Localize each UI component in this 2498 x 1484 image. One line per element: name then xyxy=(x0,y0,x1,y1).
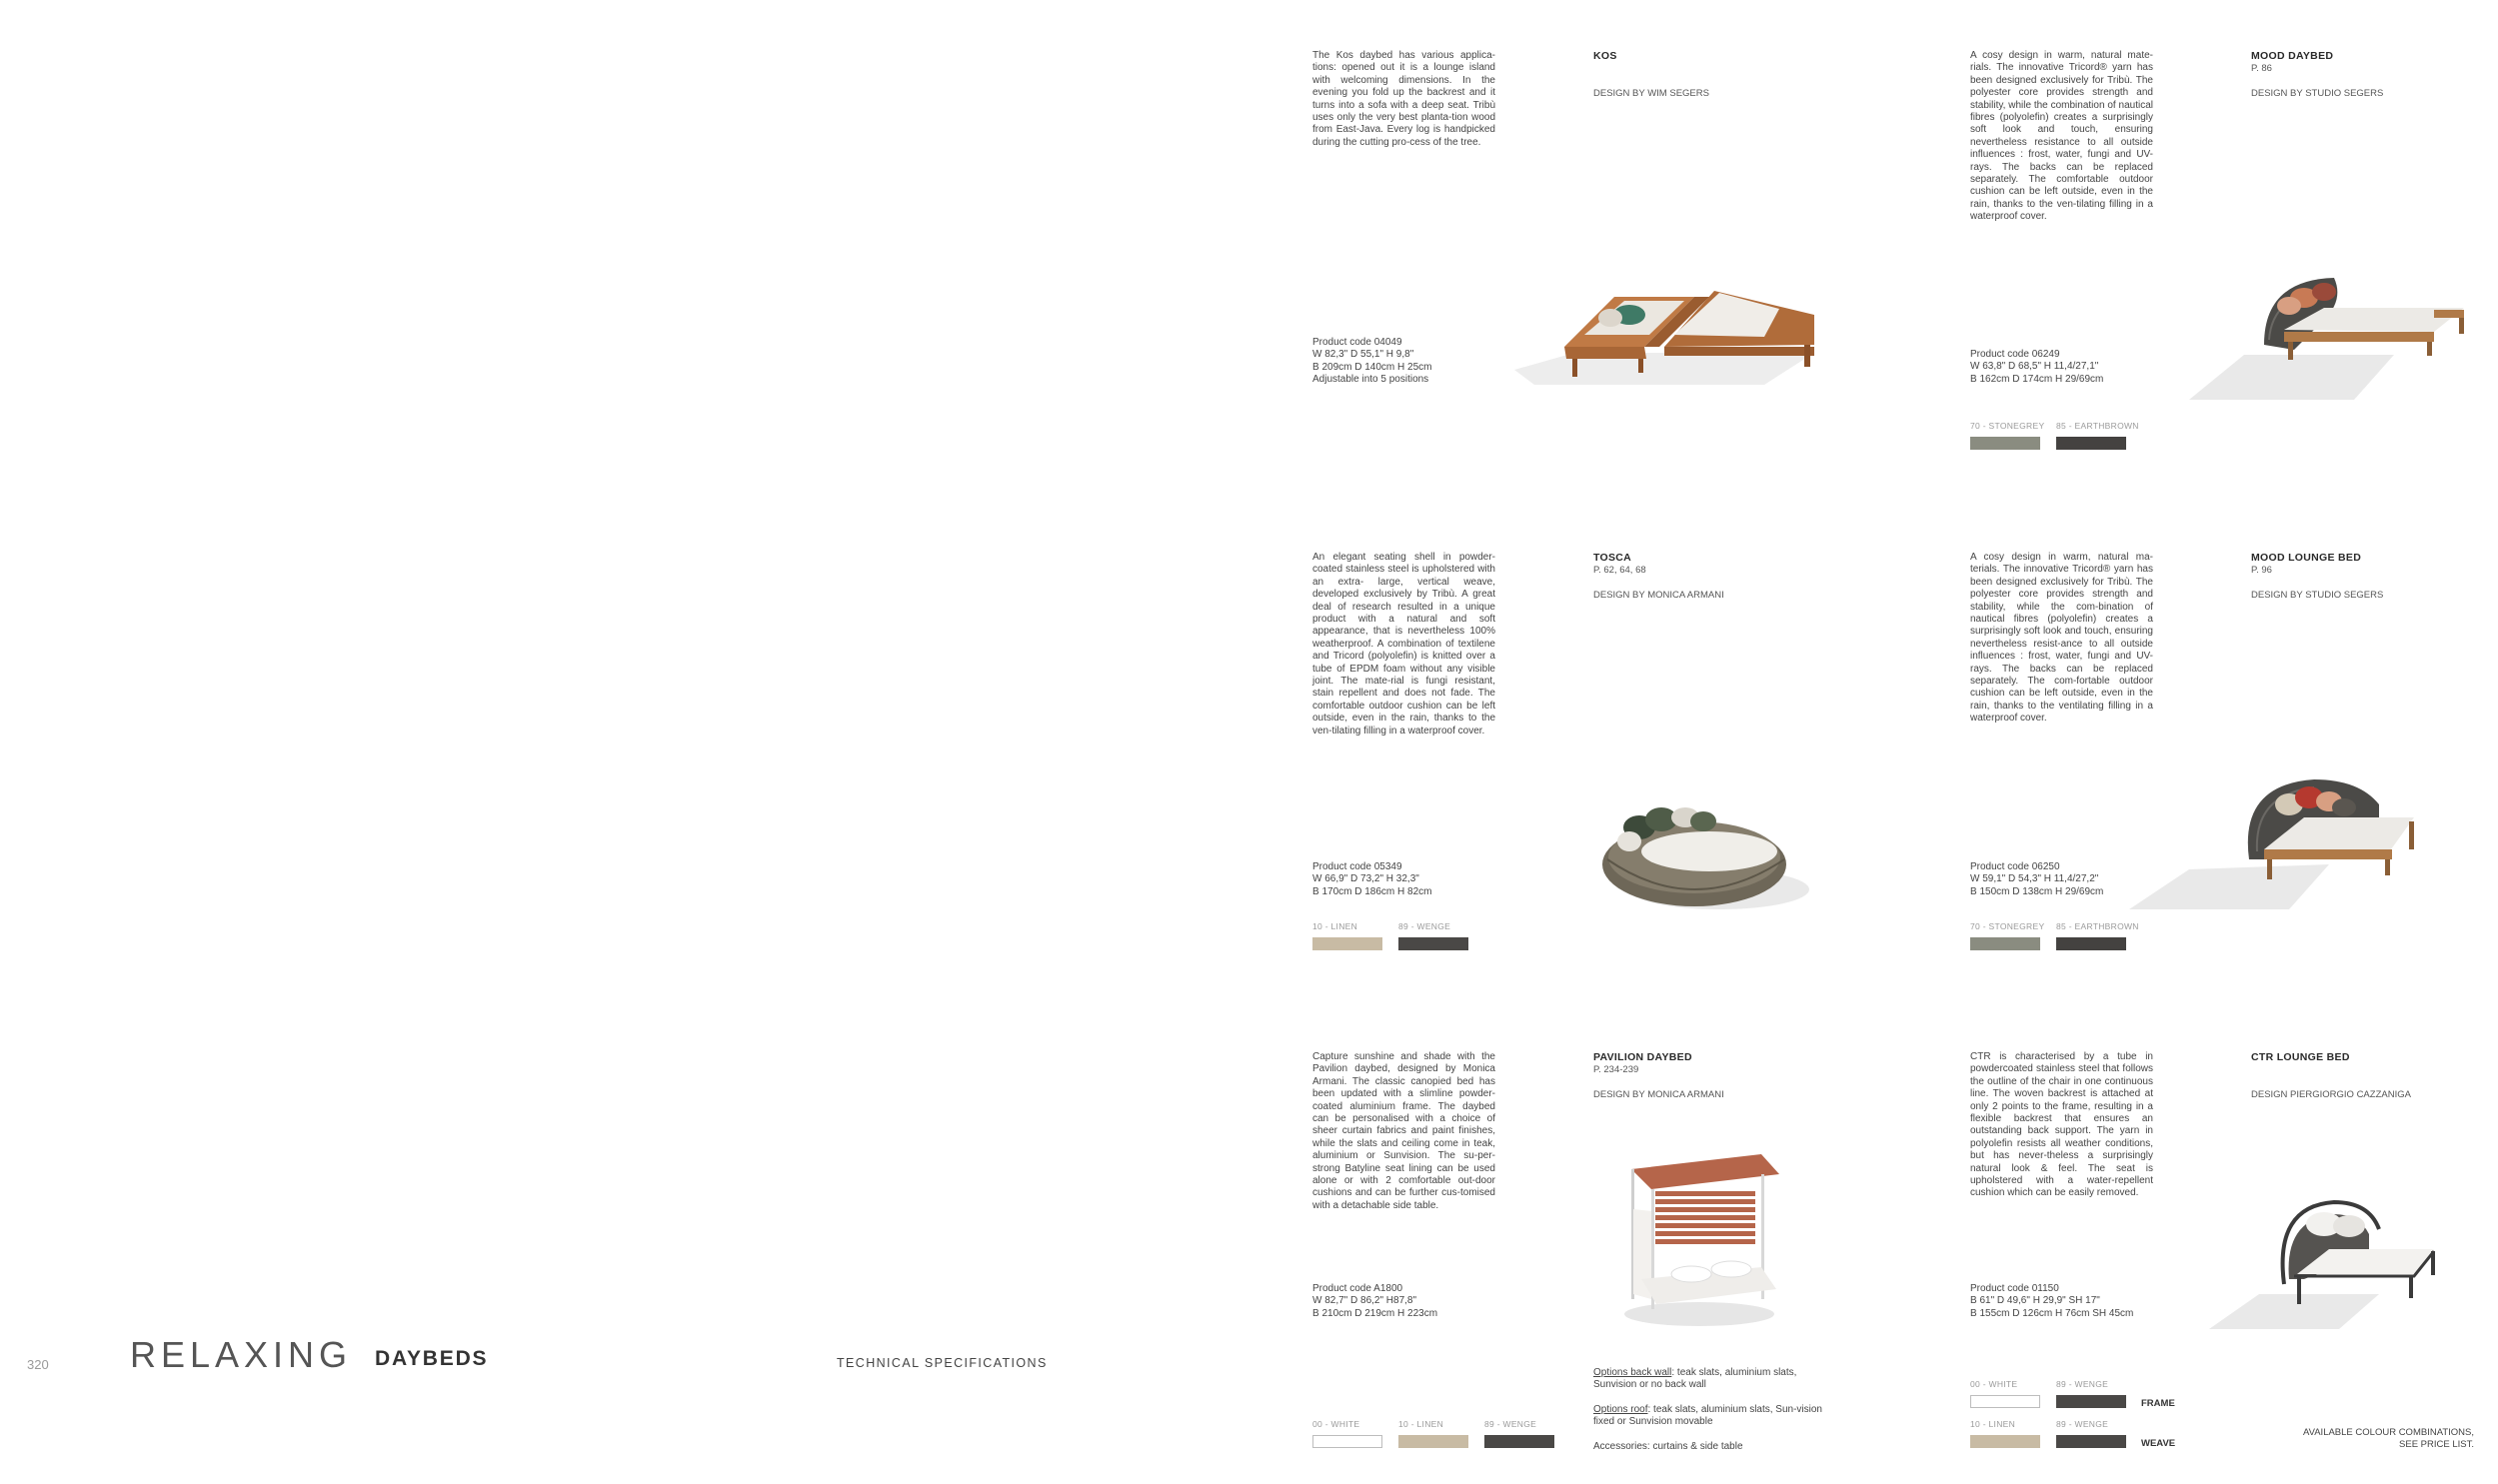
swatch-earthbrown xyxy=(2056,437,2126,450)
swatch-linen xyxy=(1312,937,1382,950)
mood-lounge-bed-image xyxy=(2129,759,2429,914)
page-number: 320 xyxy=(27,1357,49,1372)
tosca-title: TOSCA xyxy=(1593,552,1632,564)
kos-designer: DESIGN BY WIM SEGERS xyxy=(1593,88,1709,99)
options-roof-label: Options roof xyxy=(1593,1403,1648,1415)
ctr-dimensions-cm: B 155cm D 126cm H 76cm SH 45cm xyxy=(1970,1307,2134,1319)
pavilion-options xyxy=(1593,1367,1833,1453)
swatch-linen xyxy=(1970,1435,2040,1448)
ctr-dimensions-in: B 61" D 49,6" H 29,9" SH 17" xyxy=(1970,1295,2100,1307)
mood-lounge-pages: P. 96 xyxy=(2251,565,2272,576)
tosca-description: An elegant seating shell in powder-coated stainless steel is upholstered with an extra- large, vertical weave, developed exclusively by Tribù. A great deal of research resulted in a unique product with a natural and soft appearance, that is nevertheless 100% weatherproof. A combination of textilene and Tricord (polyolefin) is knitted over a tube of EPDM foam without any visible joint. The mate-rial is fungi resistant, stain repellent and does not fade. The comfortable outdoor cushion can be left outside, even in the rain, thanks to the ven-tilating filling in a waterproof cover. xyxy=(1312,552,1495,737)
frame-label: FRAME xyxy=(2141,1398,2175,1409)
weave-label: WEAVE xyxy=(2141,1438,2176,1449)
pavilion-specs xyxy=(1312,1283,1437,1320)
swatch-earthbrown xyxy=(2056,937,2126,950)
swatch-label: 89 - WENGE xyxy=(1398,921,1451,931)
tosca-pages: P. 62, 64, 68 xyxy=(1593,565,1646,576)
colour-combinations-note xyxy=(2303,1427,2474,1452)
swatch-label: 89 - WENGE xyxy=(2056,1419,2109,1429)
mood-lounge-dimensions-in: W 59,1" D 54,3" H 11,4/27,2" xyxy=(1970,873,2099,885)
technical-specifications-heading: TECHNICAL SPECIFICATIONS xyxy=(837,1356,1048,1370)
kos-product-code: Product code 04049 xyxy=(1312,337,1402,348)
kos-positions-note: Adjustable into 5 positions xyxy=(1312,374,1429,386)
ctr-designer: DESIGN PIERGIORGIO CAZZANIGA xyxy=(2251,1089,2411,1100)
mood-daybed-designer: DESIGN BY STUDIO SEGERS xyxy=(2251,88,2384,99)
swatch-label: 89 - WENGE xyxy=(1484,1419,1537,1429)
mood-lounge-designer: DESIGN BY STUDIO SEGERS xyxy=(2251,590,2384,601)
swatch-wenge xyxy=(1484,1435,1554,1448)
mood-lounge-description: A cosy design in warm, natural ma-terials. The innovative Tricord® yarn has been designed exclusively for Tribù. The polyester core provides strength and stability, while the com-bination of nautical fibres (polyolefin) creates a surprisingly soft look and touch, ensuring nevertheless resist-ance to all outside influences : frost, water, fungi and UV-rays. The backs can be replaced separately. The com-fortable outdoor cushion can be left outside, even in the rain, thanks to the ventilating filling in a waterproof cover. xyxy=(1970,552,2153,725)
pavilion-designer: DESIGN BY MONICA ARMANI xyxy=(1593,1089,1724,1100)
ctr-lounge-bed-image xyxy=(2209,1194,2444,1334)
options-roof-text: : teak slats, aluminium slats, Sun-vision fixed or Sunvision movable xyxy=(1593,1403,1822,1428)
swatch-wenge xyxy=(1398,937,1468,950)
mood-lounge-dimensions-cm: B 150cm D 138cm H 29/69cm xyxy=(1970,885,2104,897)
swatch-label: 10 - LINEN xyxy=(1970,1419,2016,1429)
pavilion-product-code: Product code A1800 xyxy=(1312,1283,1403,1294)
swatch-linen xyxy=(1398,1435,1468,1448)
mood-daybed-product-code: Product code 06249 xyxy=(1970,349,2060,360)
swatch-label: 00 - WHITE xyxy=(1970,1379,2018,1389)
pavilion-title: PAVILION DAYBED xyxy=(1593,1051,1692,1063)
mood-daybed-pages: P. 86 xyxy=(2251,63,2272,74)
tosca-daybed-image xyxy=(1599,789,1814,914)
mood-daybed-dimensions-cm: B 162cm D 174cm H 29/69cm xyxy=(1970,373,2104,385)
mood-lounge-title: MOOD LOUNGE BED xyxy=(2251,552,2362,564)
options-back-label: Options back wall xyxy=(1593,1367,1672,1378)
tosca-designer: DESIGN BY MONICA ARMANI xyxy=(1593,590,1724,601)
ctr-description: CTR is characterised by a tube in powdercoated stainless steel that follows the outline of the chair in one continuous line. The woven backrest is attached at only 2 points to the frame, resulting in a flexible backrest that ensures an outstanding back support. The yarn in polyolefin resists all weather conditions, but has never-theless a surprisingly natural look & feel. The seat is upholstered with a water-repellent cushion which can be easily removed. xyxy=(1970,1051,2153,1199)
pavilion-dimensions-cm: B 210cm D 219cm H 223cm xyxy=(1312,1307,1438,1319)
swatch-white xyxy=(1970,1395,2040,1408)
mood-daybed-title: MOOD DAYBED xyxy=(2251,50,2334,62)
swatch-stonegrey xyxy=(1970,437,2040,450)
swatch-label: 85 - EARTHBROWN xyxy=(2056,921,2139,931)
tosca-product-code: Product code 05349 xyxy=(1312,861,1402,872)
mood-daybed-image xyxy=(2184,260,2469,405)
kos-specs xyxy=(1312,337,1432,387)
ctr-title: CTR LOUNGE BED xyxy=(2251,1051,2350,1063)
pavilion-options-back xyxy=(1593,1367,1833,1392)
swatch-label: 89 - WENGE xyxy=(2056,1379,2109,1389)
mood-lounge-product-code: Product code 06250 xyxy=(1970,861,2060,872)
swatch-white xyxy=(1312,1435,1382,1448)
colour-note-line-2: SEE PRICE LIST. xyxy=(2399,1439,2474,1451)
colour-note-line-1: AVAILABLE COLOUR COMBINATIONS, xyxy=(2302,1427,2474,1438)
swatch-label: 70 - STONEGREY xyxy=(1970,921,2045,931)
pavilion-dimensions-in: W 82,7" D 86,2" H87,8" xyxy=(1312,1295,1417,1307)
pavilion-options-roof xyxy=(1593,1404,1833,1429)
mood-daybed-dimensions-in: W 63,8" D 68,5" H 11,4/27,1" xyxy=(1970,361,2099,373)
pavilion-pages: P. 234-239 xyxy=(1593,1064,1639,1075)
mood-daybed-specs xyxy=(1970,349,2103,386)
swatch-label: 70 - STONEGREY xyxy=(1970,421,2045,431)
mood-lounge-specs xyxy=(1970,861,2103,898)
kos-title: KOS xyxy=(1593,50,1617,62)
options-back-text: : teak slats, aluminium slats, Sunvision or no back wall xyxy=(1593,1367,1797,1391)
tosca-specs xyxy=(1312,861,1432,898)
pavilion-accessories: Accessories: curtains & side table xyxy=(1593,1440,1743,1452)
kos-dimensions-in: W 82,3" D 55,1" H 9,8" xyxy=(1312,349,1414,361)
section-title: RELAXING xyxy=(130,1334,353,1375)
mood-daybed-description: A cosy design in warm, natural mate-rials. The innovative Tricord® yarn has been designed exclusively for Tribù. The polyester core provides strength and stability, while the combination of nautical fibres (polyolefin) creates a surprisingly soft look and touch, ensuring nevertheless resistance to all outside influences : frost, water, fungi and UV-rays. The backs can be replaced separately. The comfortable outdoor cushion can be left outside, even in the rain, thanks to the ven-tilating filling in a waterproof cover. xyxy=(1970,50,2153,223)
tosca-dimensions-in: W 66,9" D 73,2" H 32,3" xyxy=(1312,873,1419,885)
swatch-label: 00 - WHITE xyxy=(1312,1419,1360,1429)
ctr-product-code: Product code 01150 xyxy=(1970,1283,2059,1294)
swatch-label: 10 - LINEN xyxy=(1312,921,1358,931)
category-title: DAYBEDS xyxy=(375,1347,489,1370)
swatch-label: 85 - EARTHBROWN xyxy=(2056,421,2139,431)
tosca-dimensions-cm: B 170cm D 186cm H 82cm xyxy=(1312,885,1432,897)
kos-daybed-image xyxy=(1514,275,1819,395)
ctr-specs xyxy=(1970,1283,2133,1320)
swatch-wenge xyxy=(2056,1435,2126,1448)
swatch-label: 10 - LINEN xyxy=(1398,1419,1444,1429)
swatch-stonegrey xyxy=(1970,937,2040,950)
pavilion-daybed-image xyxy=(1611,1149,1786,1329)
kos-dimensions-cm: B 209cm D 140cm H 25cm xyxy=(1312,361,1432,373)
pavilion-description: Capture sunshine and shade with the Pavilion daybed, designed by Monica Armani. The classic canopied bed has been updated with a slimline powder-coated aluminium frame. The daybed can be personalised with a choice of sheer curtain fabrics and paint finishes, while the slats and ceiling come in teak, aluminium or Sunvision. The su-per-strong Batyline seat lining can be used alone or with 2 comfortable out-door cushions and can be further cus-tomised with a detachable side table. xyxy=(1312,1051,1495,1211)
swatch-wenge xyxy=(2056,1395,2126,1408)
kos-description: The Kos daybed has various applica-tions: opened out it is a lounge island with welcoming dimensions. In the evening you fold up the backrest and it turns into a sofa with a deep seat. Tribù uses only the very best planta-tion wood from East-Java. Every log is handpicked during the cutting pro-cess of the tree. xyxy=(1312,50,1495,148)
